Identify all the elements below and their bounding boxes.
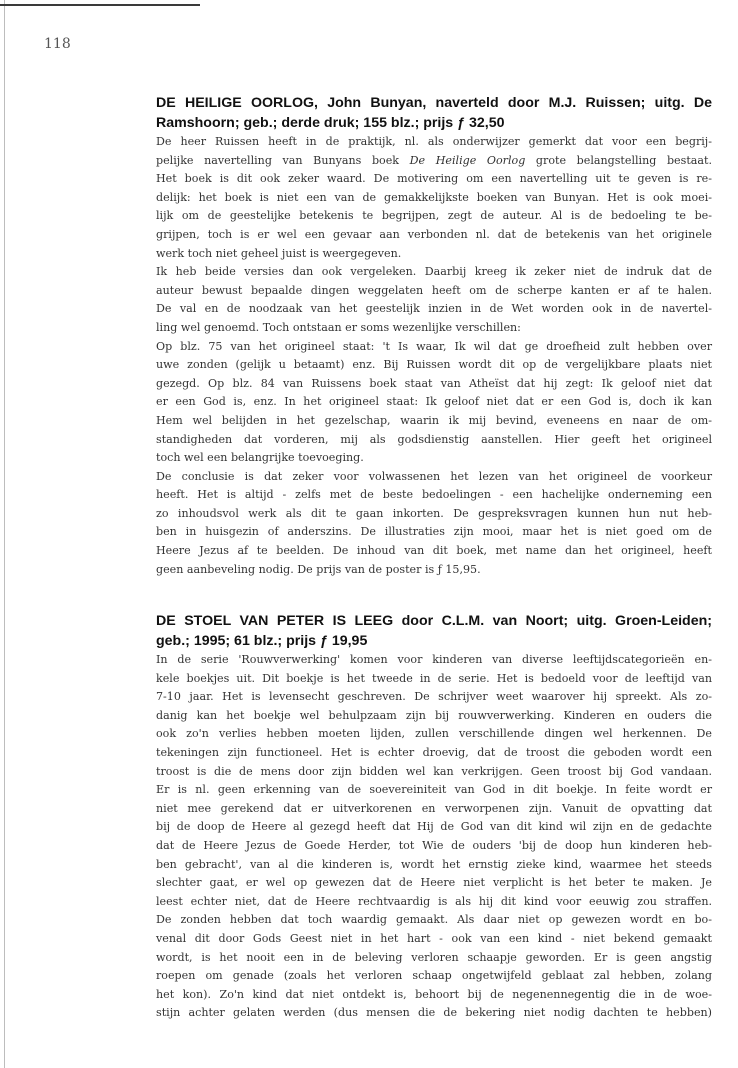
body-line: De zonden hebben dat toch waardig gemaakt. Als daar niet op gewezen wordt en bo- [156,913,712,927]
review-heilige-oorlog [156,94,712,579]
review-body [156,651,712,1023]
body-line: kele boekjes uit. Dit boekje is het tweede in de serie. Het is bedoeld voor de leeftijd van [156,671,712,685]
heading-line: Ramshoorn; geb.; derde druk; 155 blz.; prijs ƒ 32,50 [156,114,505,131]
body-line: venal dit door Gods Geest niet in het hart - ook van een kind - niet bekend gemaakt [156,931,712,945]
body-line: Het boek is dit ook zeker waard. De motivering om een navertelling uit te geven is re- [156,172,712,186]
body-line: delijk: het boek is niet een van de gemakkelijkste boeken van Bunyan. Het is ook moei- [156,190,712,204]
body-line: tekeningen zijn functioneel. Het is echter droevig, dat de troost die geboden wordt een [156,745,712,759]
body-line: leest echter niet, dat de Heere rechtvaardig is als hij dit kind voor eeuwig zou straffen. [156,894,712,908]
body-line: In de serie 'Rouwverwerking' komen voor kinderen van diverse leeftijdscategorieën en- [156,653,712,666]
body-line: danig kan het boekje wel behulpzaam zijn bij rouwverwerking. Kinderen en ouders die [156,708,712,722]
scan-edge-line [4,0,5,1068]
review-stoel-van-peter [156,612,712,1023]
book-title-italic: De Heilige Oorlog [409,153,526,167]
body-line: De heer Ruissen heeft in de praktijk, nl. als onderwijzer gemerkt dat voor een begrij- [156,135,712,148]
body-line: pelijke navertelling van Bunyans boek De Heilige Oorlog grote belangstelling bestaat. [156,153,712,167]
body-line: Er is nl. geen erkenning van de soevereiniteit van God in dit boekje. In feite wordt er [156,783,712,797]
body-line: grijpen, toch is er wel een gevaar aan verbonden nl. dat de betekenis van het originele [156,227,712,241]
body-line: 7-10 jaar. Het is levensecht geschreven. De schrijver weet waarover hij spreekt. Als zo- [156,690,712,704]
body-line: Op blz. 75 van het origineel staat: 't Is waar, Ik wil dat ge droefheid zult hebben over [156,339,712,353]
body-line: lijk om de geestelijke betekenis te begrijpen, zegt de auteur. Al is de bedoeling te be- [156,209,712,223]
body-line: het kon). Zo'n kind dat niet ontdekt is, behoort bij de negenennegentig die in de woe- [156,987,712,1001]
body-line: bij de doop de Heere al gezegd heeft dat Hij de God van dit kind wil zijn en de gedachte [156,820,712,834]
body-line: stijn achter gelaten werden (dus mensen die de bekering niet nodig dachten te hebben) [156,1006,712,1020]
body-line: uwe zonden (gelijk u betaamt) enz. Bij Ruissen wordt dit op de vergelijkbare plaats niet [156,358,712,372]
heading-line: geb.; 1995; 61 blz.; prijs ƒ 19,95 [156,632,368,649]
heading-line: DE STOEL VAN PETER IS LEEG door C.L.M. van Noort; uitg. Groen-Leiden; [156,613,712,629]
page-number: 118 [44,36,71,52]
body-line: ben gebracht', van al die kinderen is, wordt het ernstig zieke kind, waarmee het steeds [156,857,712,871]
review-heading [156,612,712,651]
body-line: niet mee gerekend dat er uitverkorenen en verworpenen zijn. Vanuit de opvatting dat [156,801,712,815]
body-line: slechter gaat, er wel op gewezen dat de Heere niet verplicht is het beter te maken. Je [156,876,712,890]
body-line: ben in huisgezin of anderszins. De illustraties zijn mooi, maar het is niet goed om de [156,525,712,539]
body-line: toch wel een belangrijke toevoeging. [156,451,364,465]
body-line: Ik heb beide versies dan ook vergeleken. Daarbij kreeg ik zeker niet de indruk dat de [156,265,712,279]
body-line: troost is die de mens door zijn bidden wel kan verkrijgen. Geen troost bij God vandaan. [156,764,712,778]
heading-line: DE HEILIGE OORLOG, John Bunyan, naverteld door M.J. Ruissen; uitg. De [156,95,712,111]
body-line: De val en de noodzaak van het geestelijk inzien in de Wet worden ook in de navertel- [156,302,712,316]
body-line: auteur bewust bepaalde dingen weggelaten heeft om de scherpe kanten er af te halen. [156,283,712,297]
body-line: wordt, is het nooit een in de beleving verloren schaapje geworden. Er is geen angstig [156,950,712,964]
review-heading [156,94,712,133]
body-line: Hem wel belijden in het gezelschap, waarin ik mij bevind, eveneens en naar de om- [156,413,712,427]
body-line: werk toch niet geheel juist is weergegeven. [156,246,402,260]
body-line: standigheden dat vorderen, mij als godsdienstig aanstellen. Hier geeft het origineel [156,432,712,446]
review-body [156,133,712,579]
body-line: roepen om genade (zoals het verloren schaap ongetwijfeld geblaat zal hebben, zolang [156,969,712,983]
body-line: dat de Heere Jezus de Goede Herder, tot Wie de ouders 'bij de doop hun kinderen heb- [156,838,712,852]
body-line: Heere Jezus af te beelden. De inhoud van dit boek, met name dan het origineel, heeft [156,544,712,558]
scan-top-rule [0,4,200,6]
body-line: ook zo'n verlies hebben moeten lijden, zullen verschillende dingen wel herkennen. De [156,727,712,741]
body-line: gezegd. Op blz. 84 van Ruissens boek staat van Atheïst dat hij zegt: Ik geloof niet dat [156,376,712,390]
body-line: heeft. Het is altijd - zelfs met de beste bedoelingen - een hachelijke onderneming een [156,488,712,502]
body-line: geen aanbeveling nodig. De prijs van de poster is ƒ 15,95. [156,562,481,576]
body-line: zo inhoudsvol werk als dit te gaan inkorten. De gespreksvragen kunnen hun nut heb- [156,506,712,520]
body-line: ling wel genoemd. Toch ontstaan er soms wezenlijke verschillen: [156,320,521,334]
body-line: De conclusie is dat zeker voor volwassenen het lezen van het origineel de voorkeur [156,469,712,483]
body-line: er een God is, enz. In het origineel staat: Ik geloof niet dat er een God is, doch ik kan [156,395,712,409]
